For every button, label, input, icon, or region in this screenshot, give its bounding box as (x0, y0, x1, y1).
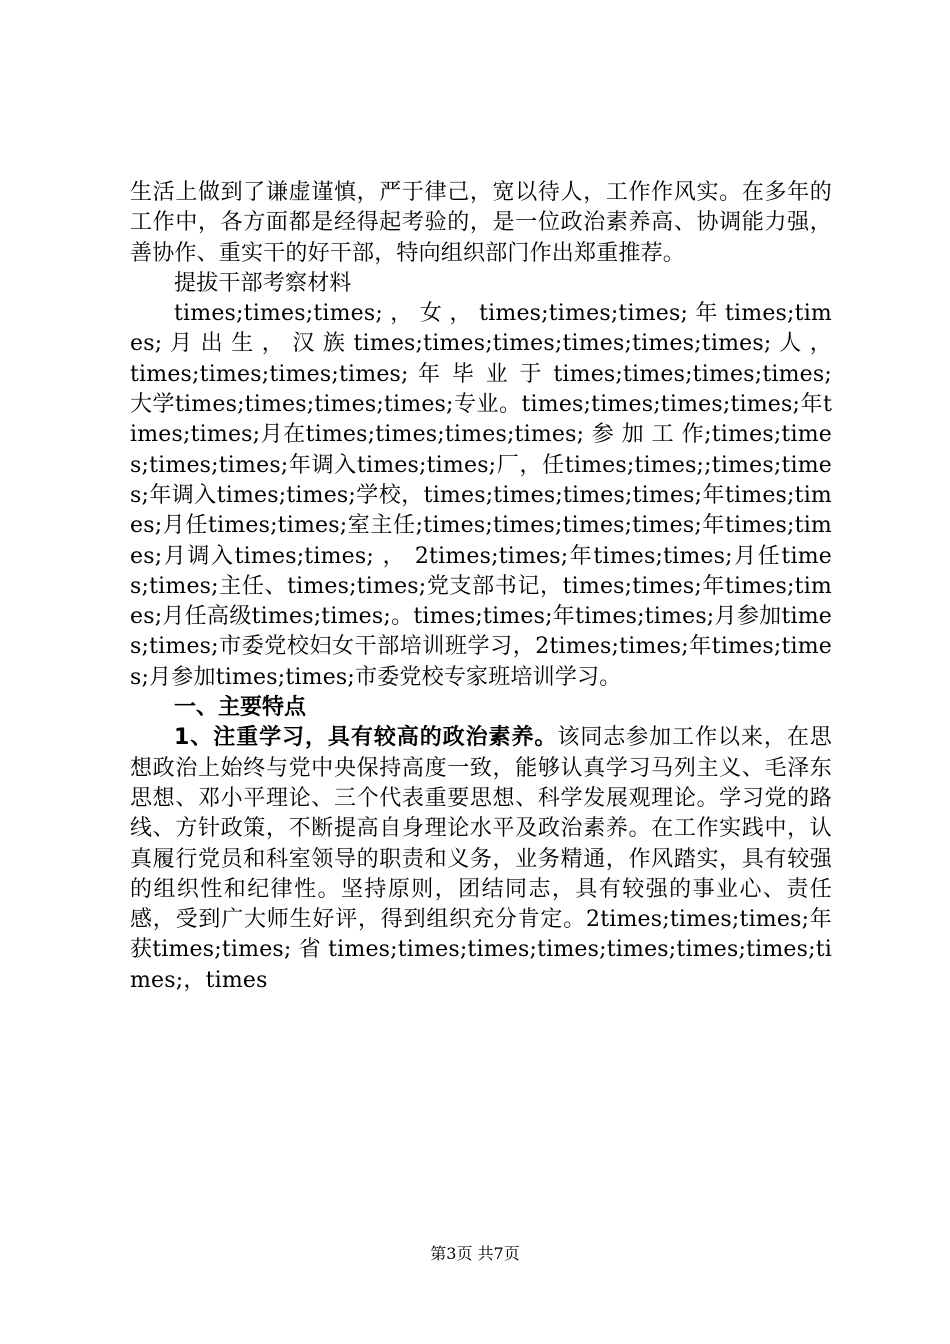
feature-1-body: 该同志参加工作以来，在思想政治上始终与党中央保持高度一致，能够认真学习马列主义、毛泽东思想、邓小平理论、三个代表重要思想、科学发展观理论。学习党的路线、方针政策，不断提高自身理论水平及政治素养。在工作实践中，认真履行党员和科室领导的职责和义务，业务精通，作风踏实，具有较强的组织性和纪律性。坚持原则，团结同志，具有较强的事业心、责任感，受到广大师生好评，得到组织充分肯定。2times;times;times;年获times;times; 省 times;times;times;times;times;times;times;times;，times (130, 725, 833, 993)
paragraph-feature-1 (130, 723, 832, 996)
heading-main-features: 一、主要特点 (174, 695, 307, 721)
page-footer (0, 1244, 950, 1264)
feature-1-lead: 1、注重学习，具有较高的政治素养。 (174, 725, 558, 751)
paragraph-biography: times;times;times; ， 女 ， times;times;times; 年 times;times; 月 出 生 ， 汉 族 times;times;times;times;times;times; 人 ， times;times;times;times; 年 毕 业 于 times;times;times;times;大学times;times;times;times;专业。times;times;times;times;年times;times;月在times;times;times;times; 参 加 工 作;times;times;times;times;年调入times;times;厂，任times;times;;times;times;年调入times;times;学校，times;times;times;times;年times;times;月任times;times;室主任;times;times;times;times;年times;times;月调入times;times; ， 2times;times;年times;times;月任times;times;主任、times;times;党支部书记，times;times;年times;times;月任高级times;times;。times;times;年times;times;月参加times;times;市委党校妇女干部培训班学习，2times;times;年times;times;月参加times;times;市委党校专家班培训学习。 (130, 301, 832, 690)
page-indicator: 第3页 共7页 (430, 1244, 520, 1263)
document-body (130, 178, 832, 996)
paragraph-recommendation: 生活上做到了谦虚谨慎，严于律己，宽以待人，工作作风实。在多年的工作中，各方面都是经得起考验的，是一位政治素养高、协调能力强，善协作、重实干的好干部，特向组织部门作出郑重推荐。 (130, 180, 832, 266)
section-title: 提拔干部考察材料 (174, 270, 352, 296)
